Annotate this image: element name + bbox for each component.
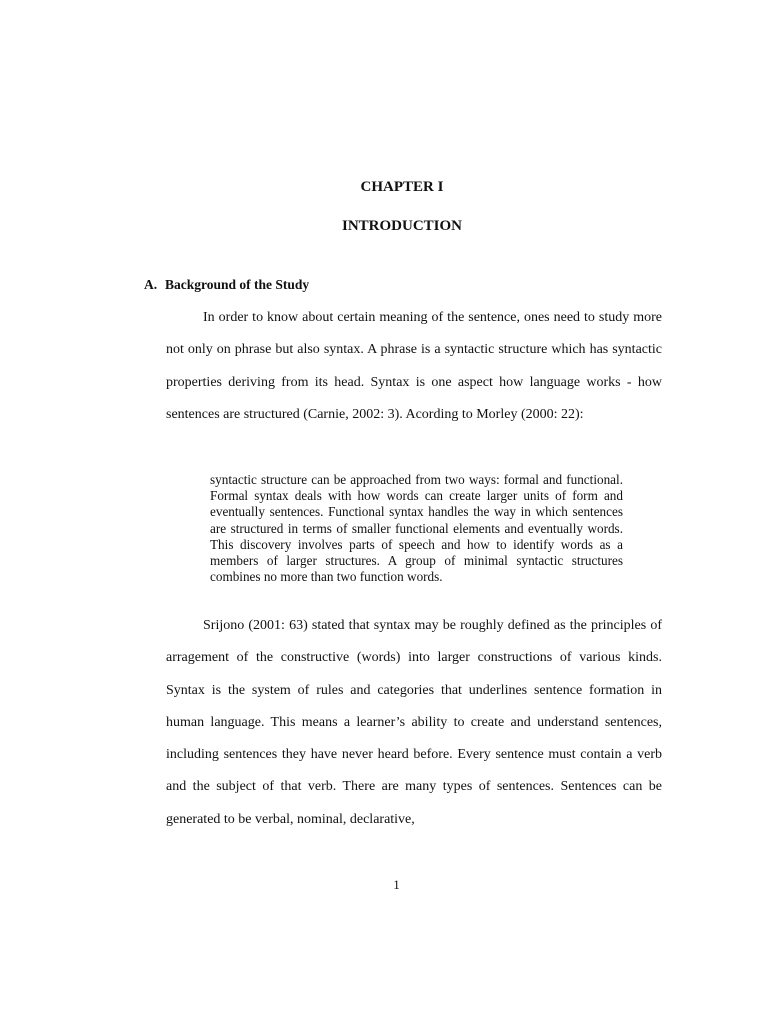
page-number: 1 (393, 877, 400, 892)
body-paragraph (166, 610, 662, 836)
chapter-title: INTRODUCTION (341, 218, 462, 234)
paragraph-text: In order to know about certain meaning of the sentence, ones need to study more not only on phrase but also syntax. A phrase is a syntactic structure which has syntactic properties deriving from its head. Syntax is one aspect how language works - how sentences are structured (Carnie, 2002: 3). Acording to Morley (2000: 22): (166, 310, 662, 422)
paragraph-text: Srijono (2001: 63) stated that syntax may be roughly defined as the principles of arragement of the constructive (words) into larger constructions of various kinds. Syntax is the system of rules and categories that underlines sentence formation in human language. This means a learner’s ability to create and understand sentences, including sentences they have never heard before. Every sentence must contain a verb and the subject of that verb. There are many types of sentences. Sentences can be generated to be verbal, nominal, declarative, (166, 618, 662, 827)
section-heading (144, 276, 309, 294)
body-paragraph (166, 302, 662, 431)
section-title: Background of the Study (165, 277, 310, 292)
block-quote: syntactic structure can be approached from two ways: formal and functional. Formal syntax deals with how words can create larger units of form and eventually sentences. Functional syntax handles the way in which sentences are structured in terms of smaller functional elements and eventually words. This discovery involves parts of speech and how to identify words as a members of larger structures. A group of minimal syntactic structures combines no more than two function words. (210, 472, 623, 585)
chapter-label: CHAPTER I (360, 179, 444, 195)
section-marker: A. (144, 277, 158, 292)
